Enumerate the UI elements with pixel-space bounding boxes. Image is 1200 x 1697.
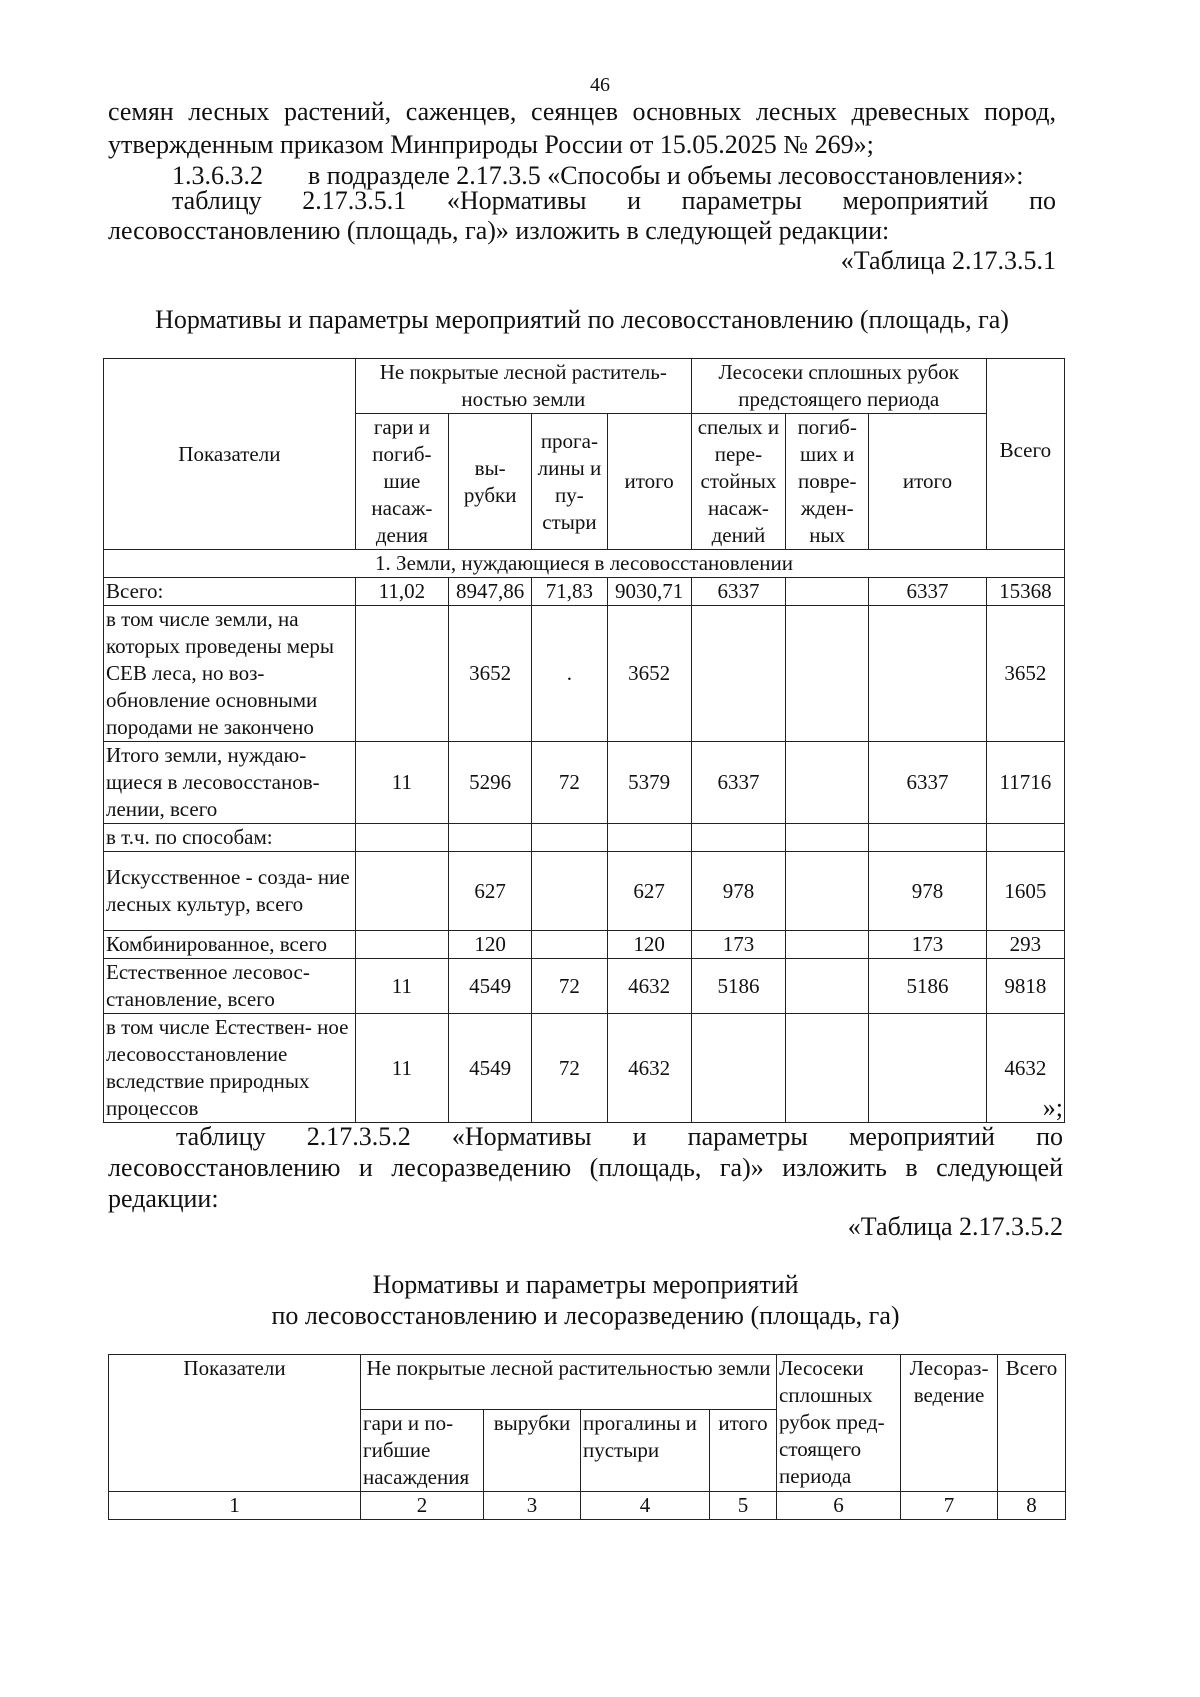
t1-header-burnt: гари и погиб- шие насаж- дения [355,414,448,550]
cell [532,824,607,852]
cell: 71,83 [532,578,607,606]
row-label: Искусственное - созда- ние лесных культур, всего [104,852,356,931]
cell [786,606,869,742]
t2-header-afforestation: Лесораз- ведение [901,1355,998,1492]
column-number: 2 [361,1492,484,1520]
t1-header-indicators: Показатели [104,359,356,550]
cell [786,931,869,959]
table-row [104,742,1065,824]
t1-header-group-clearcuts: Лесосеки сплошных рубок предстоящего периода [691,359,986,414]
cell: 11 [355,959,448,1014]
t1-header-group-unforested: Не покрытые лесной раститель- ностью земли [355,359,691,414]
cell: 15368 [986,578,1064,606]
t1-header-glades: прога- лины и пу- стыри [532,414,607,550]
column-number: 1 [109,1492,361,1520]
cell: 3652 [607,606,691,742]
row-label: в т.ч. по способам: [104,824,356,852]
row-label: в том числе земли, на которых проведены меры СЕВ леса, но воз- обновление основными породами не закончено [104,606,356,742]
cell: 627 [607,852,691,931]
cell: 4549 [449,959,532,1014]
cell: 11 [355,742,448,824]
cell [786,824,869,852]
cell: 6337 [869,578,986,606]
cell [607,824,691,852]
item-text: в подразделе 2.17.3.5 «Способы и объемы лесовосстановления»: [308,161,1024,190]
cell [786,852,869,931]
table-row [109,1492,1066,1520]
table2-label: «Таблица 2.17.3.5.2 [847,1212,1063,1241]
cell: 4632 [607,959,691,1014]
cell [449,824,532,852]
cell: 4632 [607,1014,691,1123]
cell: 627 [449,852,532,931]
column-number: 4 [581,1492,710,1520]
table-row [104,824,1065,852]
cell: 11716 [986,742,1064,824]
column-number: 5 [710,1492,777,1520]
cell: 173 [869,931,986,959]
cell [355,606,448,742]
column-number: 3 [484,1492,581,1520]
cell: 120 [449,931,532,959]
row-label: Всего: [104,578,356,606]
cell: 293 [986,931,1064,959]
t2-header-clearcuts: Лесосеки сплошных рубок пред- стоящего периода [777,1355,901,1492]
table1-title: Нормативы и параметры мероприятий по лесовосстановлению (площадь, га) [155,305,1009,334]
cell [355,931,448,959]
table2-title-line-1: Нормативы и параметры мероприятий [372,1270,799,1299]
table2 [108,1354,1066,1520]
intro-line-2: утвержденным приказом Минприроды России от 15.05.2025 № 269»; [108,130,874,159]
t2-header-cuttings: вырубки [484,1410,581,1492]
cell [869,606,986,742]
cell: 6337 [691,578,785,606]
cell: 3652 [449,606,532,742]
cell [786,959,869,1014]
table-row [104,931,1065,959]
t1-header-subtotal-1: итого [607,414,691,550]
t1-header-cuttings: вы- рубки [449,414,532,550]
table-row [104,852,1065,931]
cell: 6337 [691,742,785,824]
t2-header-total: Всего [998,1355,1066,1492]
t2-header-group-unforested: Не покрытые лесной растительностью земли [361,1355,777,1410]
cell [691,606,785,742]
cell [355,824,448,852]
cell: 72 [532,1014,607,1123]
cell [532,852,607,931]
row-label: Естественное лесовос- становление, всего [104,959,356,1014]
table-row [104,959,1065,1014]
table-row [104,578,1065,606]
cell: 4632 [986,1014,1064,1123]
cell [786,578,869,606]
cell: 1605 [986,852,1064,931]
t1-header-mature: спелых и пере- стойных насаж- дений [691,414,785,550]
intro-line-1: семян лесных растений, саженцев, сеянцев основных лесных древесных пород, [108,97,1056,126]
table-row [104,606,1065,742]
item-number: 1.3.6.3.2 [172,161,263,190]
cell: 8947,86 [449,578,532,606]
cell: 5379 [607,742,691,824]
column-number: 7 [901,1492,998,1520]
cell: 72 [532,959,607,1014]
cell: 5296 [449,742,532,824]
cell: 72 [532,742,607,824]
table2-title-line-2: по лесовосстановлению и лесоразведению (площадь, га) [271,1301,900,1330]
column-number: 8 [998,1492,1066,1520]
cell: 11 [355,1014,448,1123]
cell: 120 [607,931,691,959]
cell: 9818 [986,959,1064,1014]
table1-ref-line-2: лесовосстановлению (площадь, га)» изложить в следующей редакции: [108,216,890,245]
cell [869,824,986,852]
cell [355,852,448,931]
t2-header-glades: прогалины и пустыри [581,1410,710,1492]
cell [786,742,869,824]
cell [532,931,607,959]
cell: 5186 [869,959,986,1014]
table1 [103,358,1065,1123]
cell: 4549 [449,1014,532,1123]
cell: 9030,71 [607,578,691,606]
cell: . [532,606,607,742]
cell: 978 [691,852,785,931]
t1-header-subtotal-2: итого [869,414,986,550]
row-label: в том числе Естествен- ное лесовосстановление вследствие природных процессов [104,1014,356,1123]
cell [986,824,1064,852]
cell: 11,02 [355,578,448,606]
t2-header-subtotal: итого [710,1410,777,1492]
t2-header-indicators: Показатели [109,1355,361,1492]
t1-header-total: Всего [986,359,1064,550]
table1-closing: »; [1042,1093,1063,1122]
row-label: Итого земли, нуждаю- щиеся в лесовосстанов- лении, всего [104,742,356,824]
table2-ref-line-3: редакции: [108,1184,219,1213]
t1-header-dead: погиб- ших и повре- жден- ных [786,414,869,550]
cell: 978 [869,852,986,931]
column-number: 6 [777,1492,901,1520]
table1-label: «Таблица 2.17.3.5.1 [840,246,1056,275]
cell: 6337 [869,742,986,824]
row-label: Комбинированное, всего [104,931,356,959]
table2-ref-line-1: таблицу 2.17.3.5.2 «Нормативы и параметры мероприятий по [176,1122,1063,1151]
cell [691,824,785,852]
page-number: 46 [590,74,610,96]
cell: 3652 [986,606,1064,742]
table2-ref-line-2: лесовосстановлению и лесоразведению (площадь, га)» изложить в следующей [108,1153,1063,1182]
cell: 173 [691,931,785,959]
t1-section-heading: 1. Земли, нуждающиеся в лесовосстановлении [104,550,1065,578]
table1-ref-line-1: таблицу 2.17.3.5.1 «Нормативы и параметры мероприятий по [172,186,1056,215]
cell: 5186 [691,959,785,1014]
t2-header-burnt: гари и по- гибшие насаждения [361,1410,484,1492]
